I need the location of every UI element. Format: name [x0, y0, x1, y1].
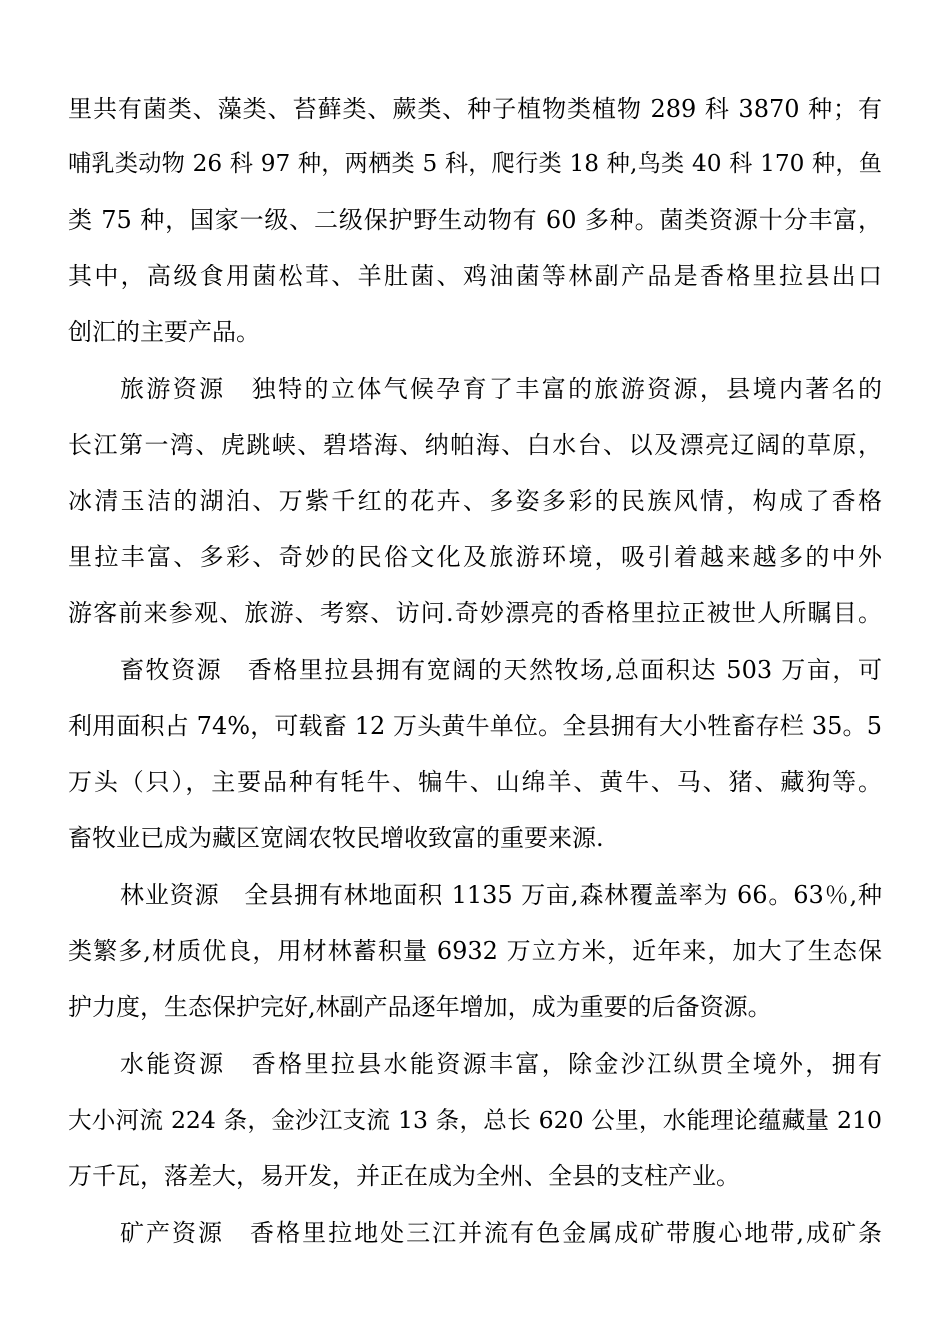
text-line: 万千瓦，落差大，易开发，并正在成为全州、全县的支柱产业。: [68, 1162, 740, 1190]
text-line: 畜牧业已成为藏区宽阔农牧民增收致富的重要来源.: [68, 824, 604, 852]
text-line: 里拉丰富、多彩、奇妙的民俗文化及旅游环境，吸引着越来越多的中外: [68, 543, 882, 571]
text-line: 其中，高级食用菌松茸、羊肚菌、鸡油菌等林副产品是香格里拉县出口: [68, 262, 882, 290]
text-line: 冰清玉洁的湖泊、万紫千红的花卉、多姿多彩的民族风情，构成了香格: [68, 487, 882, 515]
text-line: 游客前来参观、旅游、考察、访问.奇妙漂亮的香格里拉正被世人所瞩目。: [68, 599, 882, 627]
text-line: 万头（只），主要品种有牦牛、犏牛、山绵羊、黄牛、马、猪、藏狗等。: [68, 768, 882, 796]
text-line: 哺乳类动物 26 科 97 种，两栖类 5 科，爬行类 18 种,鸟类 40 科 170 种，鱼: [68, 150, 882, 177]
text-line: 大小河流 224 条，金沙江支流 13 条，总长 620 公里，水能理论蕴藏量 210: [68, 1106, 882, 1134]
paragraph-hydropower-first-line: 水能资源 香格里拉县水能资源丰富，除金沙江纵贯全境外，拥有: [120, 1050, 882, 1078]
paragraph-livestock-first-line: 畜牧资源 香格里拉县拥有宽阔的天然牧场,总面积达 503 万亩，可: [120, 656, 882, 684]
text-line: 利用面积占 74%，可载畜 12 万头黄牛单位。全县拥有大小牲畜存栏 35。5: [68, 712, 882, 740]
paragraph-forestry-first-line: 林业资源 全县拥有林地面积 1135 万亩,森林覆盖率为 66。63％,种: [120, 881, 882, 909]
paragraph-minerals-first-line: 矿产资源 香格里拉地处三江并流有色金属成矿带腹心地带,成矿条: [120, 1219, 882, 1247]
text-line: 里共有菌类、藻类、苔藓类、蕨类、种子植物类植物 289 科 3870 种；有: [68, 95, 882, 123]
text-line: 长江第一湾、虎跳峡、碧塔海、纳帕海、白水台、以及漂亮辽阔的草原，: [68, 431, 882, 459]
text-line: 类 75 种，国家一级、二级保护野生动物有 60 多种。菌类资源十分丰富，: [68, 206, 882, 234]
text-line: 类繁多,材质优良，用材林蓄积量 6932 万立方米，近年来，加大了生态保: [68, 937, 882, 965]
paragraph-tourism-first-line: 旅游资源 独特的立体气候孕育了丰富的旅游资源，县境内著名的: [120, 375, 882, 403]
text-line: 护力度，生态保护完好,林副产品逐年增加，成为重要的后备资源。: [68, 993, 772, 1021]
text-line: 创汇的主要产品。: [68, 318, 260, 346]
